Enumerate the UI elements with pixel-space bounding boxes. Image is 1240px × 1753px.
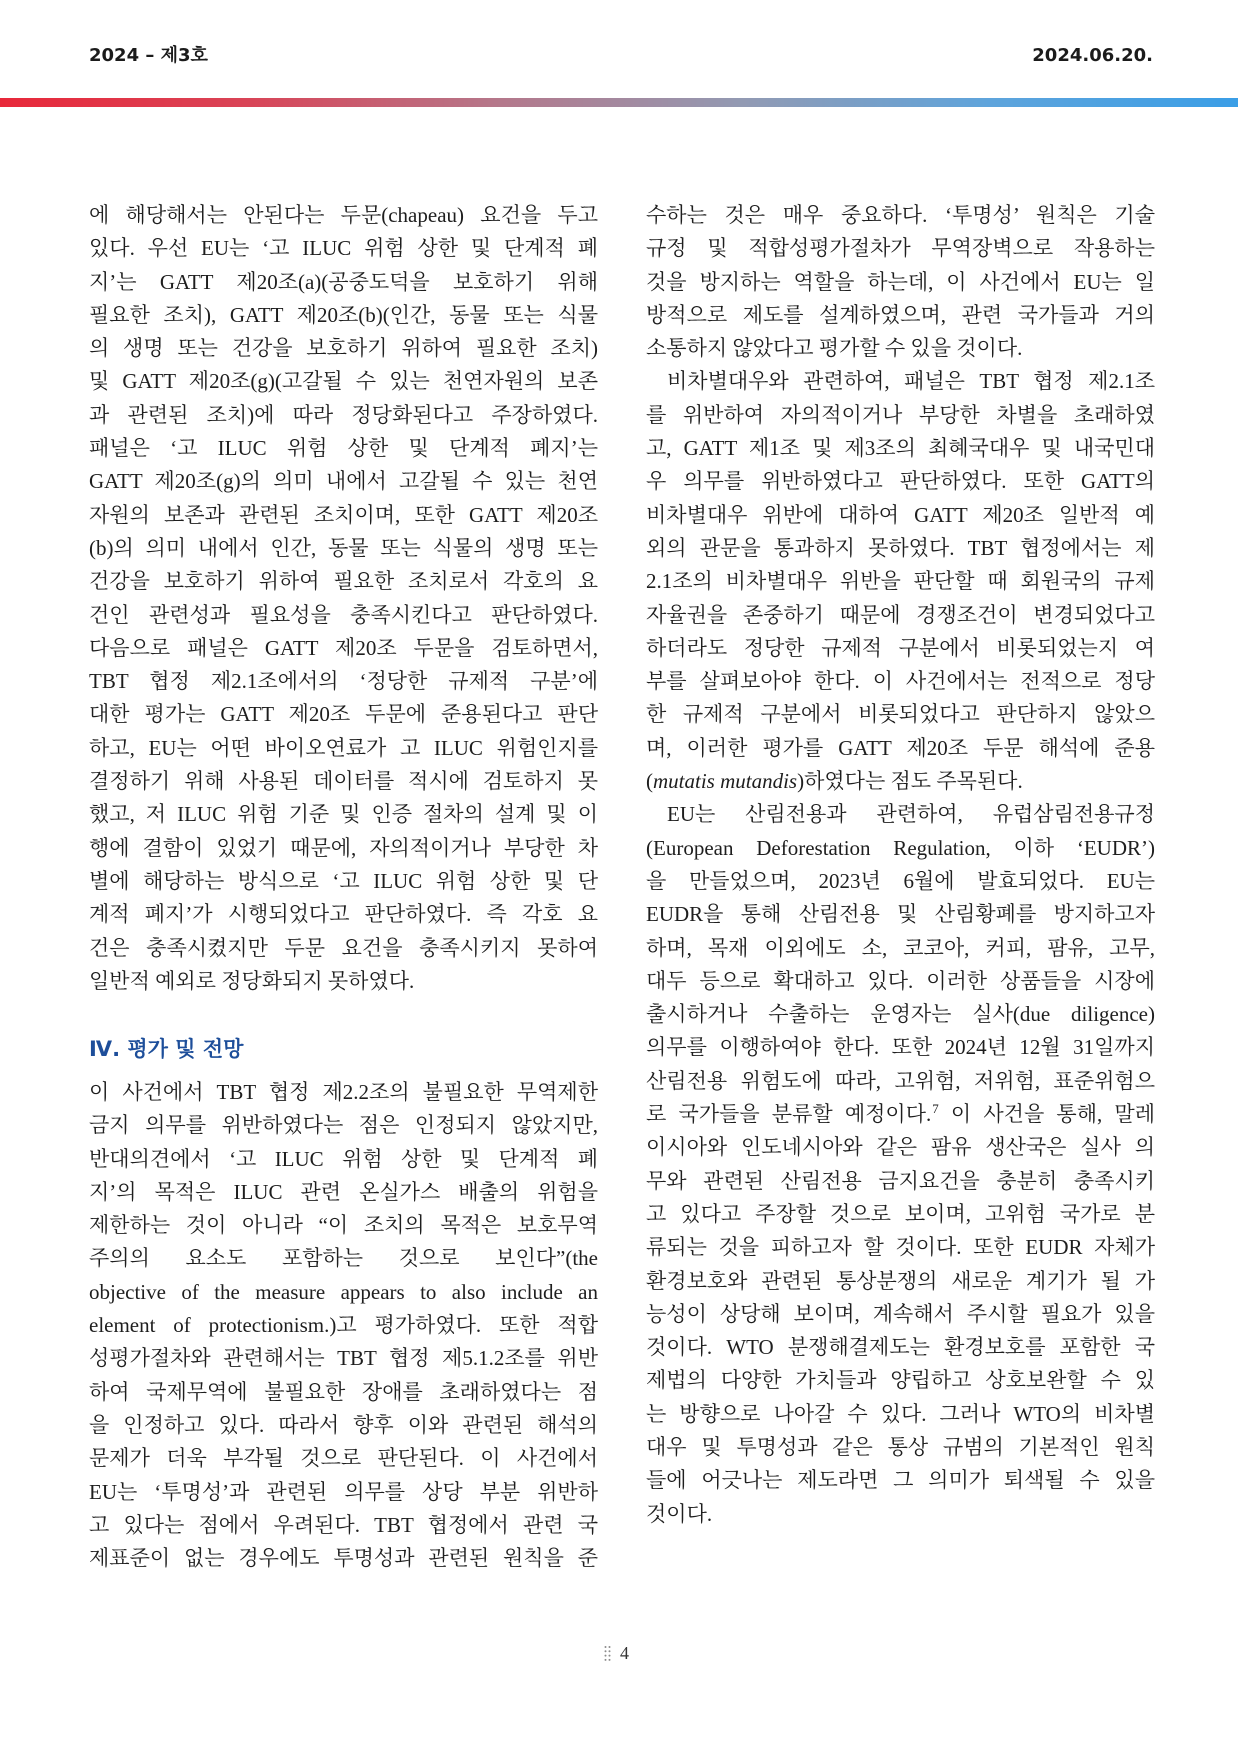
text-line: 우 의무를 위반하였다고 판단하였다. 또한 GATT의 [646, 469, 1155, 494]
text-line: 일반적 예외로 정당화되지 못하였다. [89, 968, 415, 993]
text-line: 하여 국제무역에 불필요한 장애를 초래하였다는 점 [89, 1379, 598, 1404]
text-line: 것을 방지하는 역할을 하는데, 이 사건에서 EU는 일 [646, 269, 1155, 294]
text-line: EU는 산림전용과 관련하여, 유럽삼림전용규정 [667, 802, 1155, 827]
text-line: EU는 ‘투명성’과 관련된 의무를 상당 부분 위반하 [89, 1479, 598, 1504]
text-line [646, 765, 1155, 798]
text-line: 방적으로 제도를 설계하였으며, 관련 국가들과 거의 [646, 302, 1155, 327]
right-column [646, 199, 1155, 1599]
text-line: 건인 관련성과 필요성을 충족시킨다고 판단하였다. [89, 602, 598, 627]
text-line: 를 위반하여 자의적이거나 부당한 차별을 초래하였 [646, 402, 1155, 427]
text-line: (European Deforestation Regulation, 이하 ‘EUDR’) [646, 835, 1155, 860]
text-line: GATT 제20조(g)의 의미 내에서 고갈될 수 있는 천연 [89, 469, 598, 494]
text-line: 필요한 조치), GATT 제20조(b)(인간, 동물 또는 식물 [89, 302, 598, 327]
text-line: 이시아와 인도네시아와 같은 팜유 생산국은 실사 의 [646, 1135, 1155, 1160]
publication-date: 2024.06.20. [1032, 45, 1153, 66]
text-line: 한 규제적 구분에서 비롯되었다고 판단하지 않았으 [646, 702, 1155, 727]
issue-number: 2024 – 제3호 [89, 45, 208, 66]
text-line: 소통하지 않았다고 평가할 수 있을 것이다. [646, 336, 1023, 361]
header-divider-bar [0, 98, 1238, 107]
text-line: 지’는 GATT 제20조(a)(공중도덕을 보호하기 위해 [89, 269, 598, 294]
text-line: 별에 해당하는 방식으로 ‘고 ILUC 위험 상한 및 단 [89, 868, 598, 893]
text-line: 자율권을 존중하기 때문에 경쟁조건이 변경되었다고 [646, 602, 1155, 627]
text-line: 지’의 목적은 ILUC 관련 온실가스 배출의 위험을 [89, 1179, 598, 1204]
text-line: 을 만들었으며, 2023년 6월에 발효되었다. EU는 [646, 868, 1155, 893]
text-line: 결정하기 위해 사용된 데이터를 적시에 검토하지 못 [89, 769, 598, 794]
text-line [646, 1098, 1155, 1131]
text-line: 것이다. [646, 1501, 713, 1526]
text-line: 및 GATT 제20조(g)(고갈될 수 있는 천연자원의 보존 [89, 369, 598, 394]
text-line: 이 사건에서 TBT 협정 제2.2조의 불필요한 무역제한 [89, 1080, 598, 1104]
text-line: 고 있다는 점에서 우려된다. TBT 협정에서 관련 국 [89, 1512, 598, 1537]
text-line: 있다. 우선 EU는 ‘고 ILUC 위험 상한 및 단계적 폐 [89, 236, 598, 261]
text-line: 환경보호와 관련된 통상분쟁의 새로운 계기가 될 가 [646, 1268, 1155, 1293]
text-line: (b)의 의미 내에서 인간, 동물 또는 식물의 생명 또는 [89, 535, 598, 560]
text-line: 성평가절차와 관련해서는 TBT 협정 제5.1.2조를 위반 [89, 1346, 598, 1371]
text-line: 고 있다고 주장할 것으로 보이며, 고위험 국가로 분 [646, 1201, 1155, 1226]
text-line: element of protectionism.)고 평가하였다. 또한 적합 [89, 1313, 598, 1338]
text-line: 했고, 저 ILUC 위험 기준 및 인증 절차의 설계 및 이 [89, 802, 598, 827]
text-line: 산림전용 위험도에 따라, 고위험, 저위험, 표준위험으 [646, 1068, 1155, 1093]
page-number-ornament-icon [604, 1645, 611, 1662]
footnote-marker: 7 [932, 1101, 939, 1117]
paragraph [646, 365, 1155, 798]
page-number: 4 [620, 1643, 629, 1663]
text-line: 능성이 상당해 보이며, 계속해서 주시할 필요가 있을 [646, 1301, 1155, 1326]
left-column [89, 199, 598, 1599]
text-line: 대한 평가는 GATT 제20조 두문에 준용된다고 판단 [89, 702, 598, 727]
text-line: 2.1조의 비차별대우 위반을 판단할 때 회원국의 규제 [646, 569, 1155, 594]
text-line: 출시하거나 수출하는 운영자는 실사(due diligence) [646, 1002, 1155, 1027]
text-line: 자원의 보존과 관련된 조치이며, 또한 GATT 제20조 [89, 502, 598, 527]
text-line: 제법의 다양한 가치들과 양립하고 상호보완할 수 있 [646, 1368, 1155, 1393]
text-line: 류되는 것을 피하고자 할 것이다. 또한 EUDR 자체가 [646, 1235, 1155, 1260]
text-segment: 이 사건을 통해, 말레 [938, 1102, 1155, 1127]
text-line: 대두 등으로 확대하고 있다. 이러한 상품들을 시장에 [646, 968, 1155, 993]
paragraph [89, 1076, 598, 1575]
text-line: 대우 및 투명성과 같은 통상 규범의 기본적인 원칙 [646, 1434, 1155, 1459]
text-line: EUDR을 통해 산림전용 및 산림황폐를 방지하고자 [646, 902, 1155, 927]
text-line: 을 인정하고 있다. 따라서 향후 이와 관련된 해석의 [89, 1412, 598, 1437]
page-footer [604, 1640, 629, 1666]
text-segment: 로 국가들을 분류할 예정이다. [646, 1102, 932, 1127]
paragraph [89, 199, 598, 998]
text-line: 부를 살펴보아야 한다. 이 사건에서는 전적으로 정당 [646, 669, 1155, 694]
text-line: 하고, EU는 어떤 바이오연료가 고 ILUC 위험인지를 [89, 735, 598, 760]
text-line: 무와 관련된 산림전용 금지요건을 충분히 충족시키 [646, 1168, 1155, 1193]
text-line: 문제가 더욱 부각될 것으로 판단된다. 이 사건에서 [89, 1446, 598, 1471]
text-line: 건강을 보호하기 위하여 필요한 조치로서 각호의 요 [89, 569, 598, 594]
text-line: 제한하는 것이 아니라 “이 조치의 목적은 보호무역 [89, 1213, 598, 1238]
text-line: 고, GATT 제1조 및 제3조의 최혜국대우 및 내국민대 [646, 436, 1155, 461]
text-line: 수하는 것은 매우 중요하다. ‘투명성’ 원칙은 기술 [646, 203, 1155, 227]
text-line: 비차별대우와 관련하여, 패널은 TBT 협정 제2.1조 [667, 369, 1155, 394]
text-line: 다음으로 패널은 GATT 제20조 두문을 검토하면서, [89, 635, 598, 660]
text-line: 들에 어긋나는 제도라면 그 의미가 퇴색될 수 있을 [646, 1468, 1155, 1493]
text-line: 행에 결함이 있었기 때문에, 자의적이거나 부당한 차 [89, 835, 598, 860]
text-line: 의무를 이행하여야 한다. 또한 2024년 12월 31일까지 [646, 1035, 1155, 1060]
text-line: 패널은 ‘고 ILUC 위험 상한 및 단계적 폐지’는 [89, 436, 598, 461]
text-line: 에 해당해서는 안된다는 두문(chapeau) 요건을 두고 [89, 203, 598, 227]
italic-term: mutatis mutandis [653, 769, 798, 794]
text-line: 주의의 요소도 포함하는 것으로 보인다”(the [89, 1246, 598, 1271]
text-line: 것이다. WTO 분쟁해결제도는 환경보호를 포함한 국 [646, 1335, 1155, 1360]
text-line: 며, 이러한 평가를 GATT 제20조 두문 해석에 준용 [646, 735, 1155, 760]
paragraph [646, 199, 1155, 365]
text-line: 규정 및 적합성평가절차가 무역장벽으로 작용하는 [646, 236, 1155, 261]
text-line: 과 관련된 조치)에 따라 정당화된다고 주장하였다. [89, 402, 598, 427]
text-line: 비차별대우 위반에 대하여 GATT 제20조 일반적 예 [646, 502, 1155, 527]
text-line: 하며, 목재 이외에도 소, 코코아, 커피, 팜유, 고무, [646, 935, 1155, 960]
text-line: 반대의견에서 ‘고 ILUC 위험 상한 및 단계적 폐 [89, 1146, 598, 1171]
text-segment: )하였다는 점도 주목된다. [797, 769, 1023, 794]
text-segment: ( [646, 769, 653, 794]
text-line: objective of the measure appears to also include an [89, 1279, 598, 1304]
paragraph [646, 798, 1155, 1531]
text-line: TBT 협정 제2.1조에서의 ‘정당한 규제적 구분’에 [89, 669, 598, 694]
text-line: 제표준이 없는 경우에도 투명성과 관련된 원칙을 준 [89, 1546, 598, 1571]
text-line: 계적 폐지’가 시행되었다고 판단하였다. 즉 각호 요 [89, 902, 598, 927]
text-line: 금지 의무를 위반하였다는 점은 인정되지 않았지만, [89, 1113, 598, 1138]
text-line: 건은 충족시켰지만 두문 요건을 충족시키지 못하여 [89, 935, 598, 960]
text-line: 는 방향으로 나아갈 수 있다. 그러나 WTO의 비차별 [646, 1401, 1155, 1426]
text-line: 하더라도 정당한 규제적 구분에서 비롯되었는지 여 [646, 635, 1155, 660]
section-heading: Ⅳ. 평가 및 전망 [89, 1037, 244, 1061]
text-line: 외의 관문을 통과하지 못하였다. TBT 협정에서는 제 [646, 535, 1155, 560]
text-line: 의 생명 또는 건강을 보호하기 위하여 필요한 조치) [89, 336, 598, 361]
